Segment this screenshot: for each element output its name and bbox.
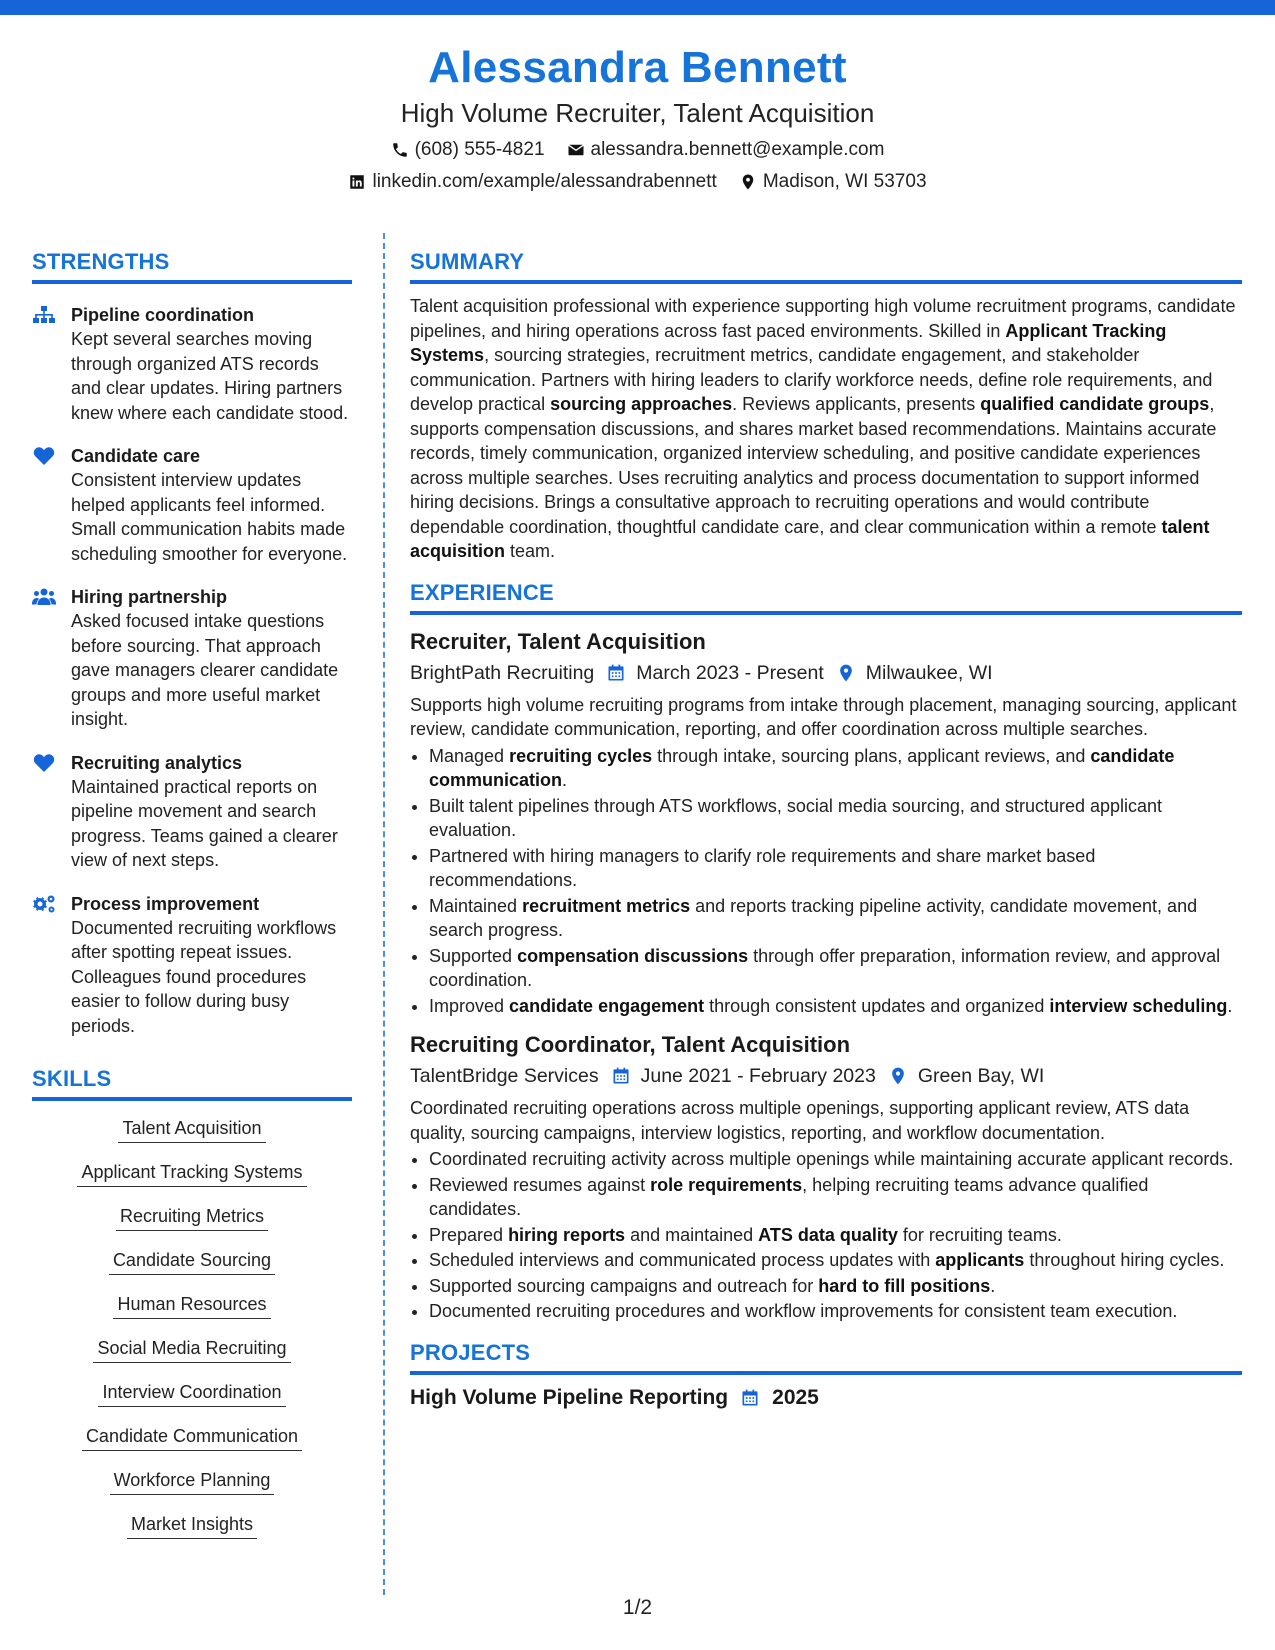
location-contact bbox=[739, 170, 927, 194]
bold-emphasis: recruitment metrics bbox=[522, 895, 691, 916]
bold-emphasis: ATS data quality bbox=[758, 1224, 898, 1245]
bold-emphasis: candidate engagement bbox=[509, 995, 705, 1016]
strength-text: Kept several searches moving through organized ATS records and clear updates. Hiring partners knew where each candidate stood. bbox=[71, 329, 349, 423]
email-text: alessandra.bennett@example.com bbox=[590, 139, 885, 160]
linkedin-text: linkedin.com/example/alessandrabennett bbox=[372, 171, 717, 192]
summary-heading: SUMMARY bbox=[410, 247, 1242, 284]
candidate-name: Alessandra Bennett bbox=[428, 43, 847, 92]
skill-item: Human Resources bbox=[32, 1293, 352, 1319]
job-description: Supports high volume recruiting programs from intake through placement, managing sourcing, applicant review, candidate communication, reporting, and offer coordination across multiple searches. bbox=[410, 694, 1237, 739]
bold-emphasis: interview scheduling bbox=[1049, 995, 1228, 1016]
bullet-item: • Scheduled interviews and communicated process updates with applicants throughout hiring cycles. bbox=[429, 1248, 1242, 1273]
skill-item: Candidate Communication bbox=[32, 1425, 352, 1451]
envelope-icon bbox=[567, 141, 585, 159]
column-divider bbox=[383, 233, 385, 1595]
strength-item bbox=[32, 892, 352, 1039]
linkedin-icon bbox=[348, 173, 366, 191]
company-name: BrightPath Recruiting bbox=[410, 661, 595, 684]
strength-title: Process improvement bbox=[71, 893, 260, 914]
skill-item: Talent Acquisition bbox=[32, 1117, 352, 1143]
bold-emphasis: role requirements bbox=[650, 1174, 803, 1195]
calendar-icon bbox=[606, 663, 626, 683]
strength-title: Candidate care bbox=[71, 446, 201, 466]
skill-item: Recruiting Metrics bbox=[32, 1205, 352, 1231]
strength-title: Pipeline coordination bbox=[71, 305, 255, 325]
job-title: Recruiting Coordinator, Talent Acquisition bbox=[410, 1032, 851, 1057]
map-pin-icon bbox=[836, 663, 856, 683]
strength-item bbox=[32, 444, 352, 566]
company-name: TalentBridge Services bbox=[410, 1065, 599, 1087]
bullet-item: • Supported compensation discussions through offer preparation, information review, and approval coordination. bbox=[429, 944, 1242, 993]
strength-item bbox=[32, 751, 352, 873]
right-column bbox=[410, 247, 1242, 1413]
skill-item: Market Insights bbox=[32, 1513, 352, 1539]
calendar-icon bbox=[740, 1388, 760, 1408]
resume-header bbox=[0, 40, 1275, 194]
project-year: 2025 bbox=[772, 1385, 819, 1409]
strength-title: Recruiting analytics bbox=[71, 752, 243, 773]
job-dates: March 2023 - Present bbox=[606, 659, 824, 687]
projects-heading: PROJECTS bbox=[410, 1338, 1242, 1375]
skills-heading: SKILLS bbox=[32, 1064, 352, 1101]
top-accent-bar bbox=[0, 0, 1275, 15]
bullet-item: • Improved candidate engagement through consistent updates and organized interview scheduling. bbox=[429, 994, 1242, 1019]
strength-text: Asked focused intake questions before sourcing. That approach gave managers clearer candidate groups and more useful market insight. bbox=[71, 611, 339, 729]
job-location: Green Bay, WI bbox=[888, 1062, 1044, 1090]
bullet-item: • Coordinated recruiting activity across multiple openings while maintaining accurate applicant records. bbox=[429, 1147, 1242, 1172]
left-column bbox=[32, 247, 352, 1539]
skill-item: Workforce Planning bbox=[32, 1469, 352, 1495]
linkedin-contact[interactable] bbox=[348, 170, 716, 194]
map-pin-icon bbox=[888, 1066, 908, 1086]
job-meta bbox=[410, 659, 1242, 687]
phone-text: (608) 555-4821 bbox=[414, 139, 545, 160]
bold-emphasis: hard to fill positions bbox=[818, 1275, 991, 1296]
sitemap-icon bbox=[32, 305, 56, 325]
page-number: 1/2 bbox=[622, 1596, 653, 1619]
experience-heading: EXPERIENCE bbox=[410, 578, 1242, 615]
skill-item: Applicant Tracking Systems bbox=[32, 1161, 352, 1187]
contact-row-2 bbox=[0, 170, 1275, 194]
bold-emphasis: Applicant Tracking Systems bbox=[410, 320, 1167, 365]
bold-emphasis: sourcing approaches bbox=[550, 394, 733, 414]
project-title: High Volume Pipeline Reporting bbox=[410, 1385, 729, 1409]
bold-emphasis: recruiting cycles bbox=[509, 745, 653, 766]
email-contact[interactable] bbox=[567, 138, 885, 162]
bullet-item: • Partnered with hiring managers to clarify role requirements and share market based recommendations. bbox=[429, 844, 1242, 893]
job-location: Milwaukee, WI bbox=[836, 659, 993, 687]
bullet-item: • Reviewed resumes against role requirements, helping recruiting teams advance qualified candidates. bbox=[429, 1173, 1242, 1222]
location-text: Madison, WI 53703 bbox=[762, 171, 927, 192]
bullet-item: • Prepared hiring reports and maintained ATS data quality for recruiting teams. bbox=[429, 1223, 1242, 1248]
heart-icon bbox=[32, 753, 56, 773]
strength-text: Maintained practical reports on pipeline movement and search progress. Teams gained a clearer view of next steps. bbox=[71, 776, 338, 870]
job-title: Recruiter, Talent Acquisition bbox=[410, 628, 706, 654]
bullet-item: • Built talent pipelines through ATS workflows, social media sourcing, and structured applicant evaluation. bbox=[429, 794, 1242, 843]
job-bullets bbox=[410, 1147, 1242, 1324]
bullet-item: • Managed recruiting cycles through intake, sourcing plans, applicant reviews, and candidate communication. bbox=[429, 744, 1242, 793]
gears-icon bbox=[32, 894, 56, 914]
phone-contact[interactable] bbox=[391, 138, 545, 162]
bold-emphasis: compensation discussions bbox=[517, 945, 749, 966]
strength-item bbox=[32, 303, 352, 425]
phone-icon bbox=[391, 141, 409, 159]
skill-item: Interview Coordination bbox=[32, 1381, 352, 1407]
bold-emphasis: candidate communication bbox=[429, 745, 1175, 790]
strength-text: Consistent interview updates helped applicants feel informed. Small communication habits made scheduling smoother for everyone. bbox=[71, 470, 348, 564]
job-bullets bbox=[410, 744, 1242, 1019]
job-meta bbox=[410, 1062, 1242, 1090]
map-pin-icon bbox=[739, 173, 757, 191]
skills-list bbox=[32, 1117, 352, 1539]
users-icon bbox=[32, 587, 56, 607]
bold-emphasis: talent acquisition bbox=[410, 516, 1210, 561]
bullet-item: • Maintained recruitment metrics and reports tracking pipeline activity, candidate movement, and search progress. bbox=[429, 894, 1242, 943]
job-entry bbox=[410, 1030, 1242, 1324]
summary-text: Talent acquisition professional with experience supporting high volume recruitment programs, candidate pipelines, and hiring operations across fast paced environments. Skilled in Applicant Tracking Systems, sourcing strategies, recruitment metrics, candidate engagement, and stakeholder communication. Partners with hiring leaders to clarify workforce needs, define role requirements, and develop practical sourcing approaches. Reviews applicants, presents qualified candidate groups, supports compensation discussions, and shares market based recommendations. Maintains accurate records, timely communication, organized interview scheduling, and positive candidate experiences across multiple searches. Uses recruiting analytics and process documentation to support informed hiring decisions. Brings a consultative approach to recruiting operations and would contribute dependable coordination, thoughtful candidate care, and clear communication within a remote talent acquisition team. bbox=[410, 296, 1236, 561]
bold-emphasis: applicants bbox=[935, 1250, 1025, 1270]
strength-item bbox=[32, 585, 352, 732]
bullet-item: • Supported sourcing campaigns and outreach for hard to fill positions. bbox=[429, 1274, 1242, 1299]
bullet-item: • Documented recruiting procedures and workflow improvements for consistent team execution. bbox=[429, 1299, 1242, 1324]
project-entry bbox=[410, 1383, 1242, 1413]
strength-text: Documented recruiting workflows after spotting repeat issues. Colleagues found procedures easier to follow during busy periods. bbox=[71, 917, 337, 1036]
job-entry bbox=[410, 627, 1242, 1019]
bold-emphasis: hiring reports bbox=[508, 1224, 626, 1245]
bold-emphasis: qualified candidate groups bbox=[980, 394, 1210, 414]
candidate-role: High Volume Recruiter, Talent Acquisition bbox=[400, 98, 875, 128]
calendar-icon bbox=[611, 1066, 631, 1086]
heart-icon bbox=[32, 446, 56, 466]
contact-row-1 bbox=[0, 138, 1275, 162]
skill-item: Social Media Recruiting bbox=[32, 1337, 352, 1363]
job-dates: June 2021 - February 2023 bbox=[611, 1062, 876, 1090]
job-description: Coordinated recruiting operations across multiple openings, supporting applicant review, ATS data quality, sourcing campaigns, interview logistics, reporting, and workflow documentation. bbox=[410, 1098, 1190, 1143]
skill-item: Candidate Sourcing bbox=[32, 1249, 352, 1275]
strength-title: Hiring partnership bbox=[71, 587, 228, 607]
strengths-heading: STRENGTHS bbox=[32, 247, 352, 284]
